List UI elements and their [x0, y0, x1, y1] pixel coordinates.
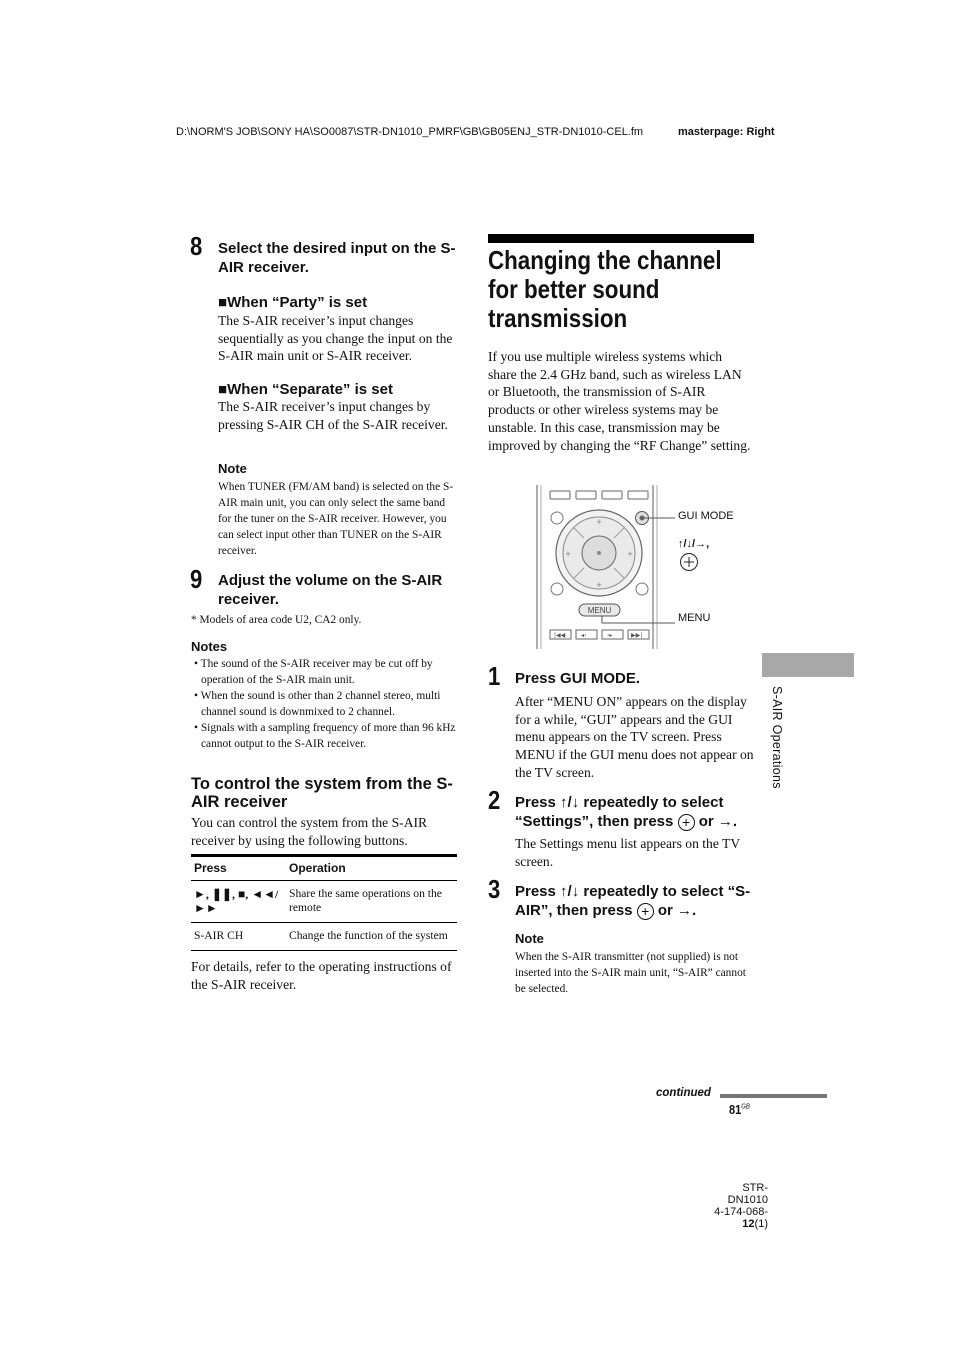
list-item: • Signals with a sampling frequency of more than 96 kHz cannot output to the S-AIR receiver. — [194, 722, 456, 750]
step-8-note-text: When TUNER (FM/AM band) is selected on the S-AIR main unit, you can only select the same band for the tuner on the S-AIR receiver. However, you can select input other than TUNER on the S-AIR receiver. — [218, 481, 454, 557]
operation-cell: Change the function of the system — [289, 929, 448, 942]
svg-text:›▸: ›▸ — [607, 632, 613, 639]
continued-label: continued — [656, 1087, 711, 1099]
step-8-number: 8 — [190, 231, 203, 261]
control-intro: You can control the system from the S-AIR receiver by using the following buttons. — [191, 815, 428, 848]
notes-heading: Notes — [191, 639, 228, 654]
continued-bar — [720, 1094, 827, 1098]
table-header-operation: Operation — [286, 856, 457, 881]
party-text: The S-AIR receiver’s input changes sequentially as you change the input on the S-AIR main unit or S-AIR receiver. — [218, 313, 453, 364]
step-9-number: 9 — [190, 564, 203, 594]
enter-plus-icon: + — [637, 903, 654, 920]
separate-heading: ■When “Separate” is set — [218, 381, 393, 398]
section-side-label: S-AIR Operations — [770, 686, 784, 789]
section-tab-marker — [762, 653, 854, 677]
control-heading: To control the system from the S-AIR receiver — [191, 775, 453, 811]
section-title: Changing the channel for better sound transmission — [488, 245, 722, 333]
svg-text:+: + — [627, 550, 633, 558]
page-number: $81^{GB}$ — [729, 1102, 750, 1117]
enter-plus-icon: + — [678, 814, 695, 831]
square-bullet-icon: ■ — [218, 381, 228, 398]
file-path-header: D:\NORM'S JOB\SONY HA\SO0087\STR-DN1010_PMRF\GB\GB05ENJ_STR-DN1010-CEL.fm — [176, 126, 644, 138]
section-intro: If you use multiple wireless systems which share the 2.4 GHz band, such as wireless LAN or Bluetooth, the transmission of S-AIR products or other wireless systems may be unstable. In this case, transmission may be improved by changing the “RF Change” setting. — [488, 349, 751, 453]
table-row — [191, 923, 457, 951]
svg-text:◂‹: ◂‹ — [581, 632, 587, 639]
control-table — [191, 854, 457, 951]
remote-illustration — [530, 483, 758, 653]
table-header-press: Press — [191, 856, 286, 881]
square-bullet-icon: ■ — [218, 294, 228, 311]
list-item: • The sound of the S-AIR receiver may be cut off by operation of the S-AIR main unit. — [194, 658, 433, 686]
notes-list — [191, 656, 457, 752]
step-9-heading: Adjust the volume on the S-AIR receiver. — [218, 572, 443, 608]
press-cell: S-AIR CH — [194, 929, 244, 942]
separate-text: The S-AIR receiver’s input changes by pressing S-AIR CH of the S-AIR receiver. — [218, 399, 448, 432]
press-cell: ►, ❚❚, ■, ◄◄/►► — [191, 881, 286, 923]
table-row — [191, 881, 457, 923]
footnote: * Models of area code U2, CA2 only. — [191, 614, 362, 626]
menu-button-label: MENU — [587, 606, 612, 615]
step-2-heading: Press ↑/↓ repeatedly to select “Settings”, then press + or →. — [515, 794, 738, 830]
title-rule — [488, 234, 754, 243]
step-2-number: 2 — [488, 785, 501, 815]
step-1-heading: Press GUI MODE. — [515, 670, 641, 687]
list-item: • When the sound is other than 2 channel stereo, multi channel sound is downmixed to 2 channel. — [194, 690, 441, 718]
step-3-note-text: When the S-AIR transmitter (not supplied) is not inserted into the S-AIR main unit, “S-AIR” cannot be selected. — [515, 951, 746, 995]
step-1-number: 1 — [488, 661, 501, 691]
figure-label-arrows: ↑/↓/→, — [678, 538, 710, 550]
step-3-number: 3 — [488, 874, 501, 904]
step-3-heading: Press ↑/↓ repeatedly to select “S-AIR”, then press + or →. — [515, 883, 751, 919]
svg-text:+: + — [596, 581, 602, 589]
step-3-note-heading: Note — [515, 931, 544, 946]
svg-text:+: + — [596, 518, 602, 526]
model-code: STR-DN1010 4-174-068-12(1) — [714, 1182, 768, 1230]
party-heading: ■When “Party” is set — [218, 294, 368, 311]
step-8-heading: Select the desired input on the S-AIR receiver. — [218, 240, 456, 276]
step-1-text: After “MENU ON” appears on the display for a while, “GUI” appears and the GUI menu appears on the TV screen. Press MENU if the GUI menu does not appear on the TV screen. — [515, 694, 754, 780]
operation-cell: Share the same operations on the remote — [286, 881, 457, 923]
control-outro: For details, refer to the operating instructions of the S-AIR receiver. — [191, 959, 452, 992]
step-2-text: The Settings menu list appears on the TV screen. — [515, 836, 740, 869]
svg-text:|◀◀: |◀◀ — [554, 632, 566, 639]
svg-text:+: + — [565, 550, 571, 558]
masterpage-label: masterpage: Right — [678, 126, 775, 138]
figure-label-gui-mode: GUI MODE — [678, 510, 734, 522]
step-8-note-heading: Note — [218, 461, 247, 476]
figure-label-menu: MENU — [678, 612, 711, 624]
svg-text:▶▶|: ▶▶| — [631, 632, 643, 639]
